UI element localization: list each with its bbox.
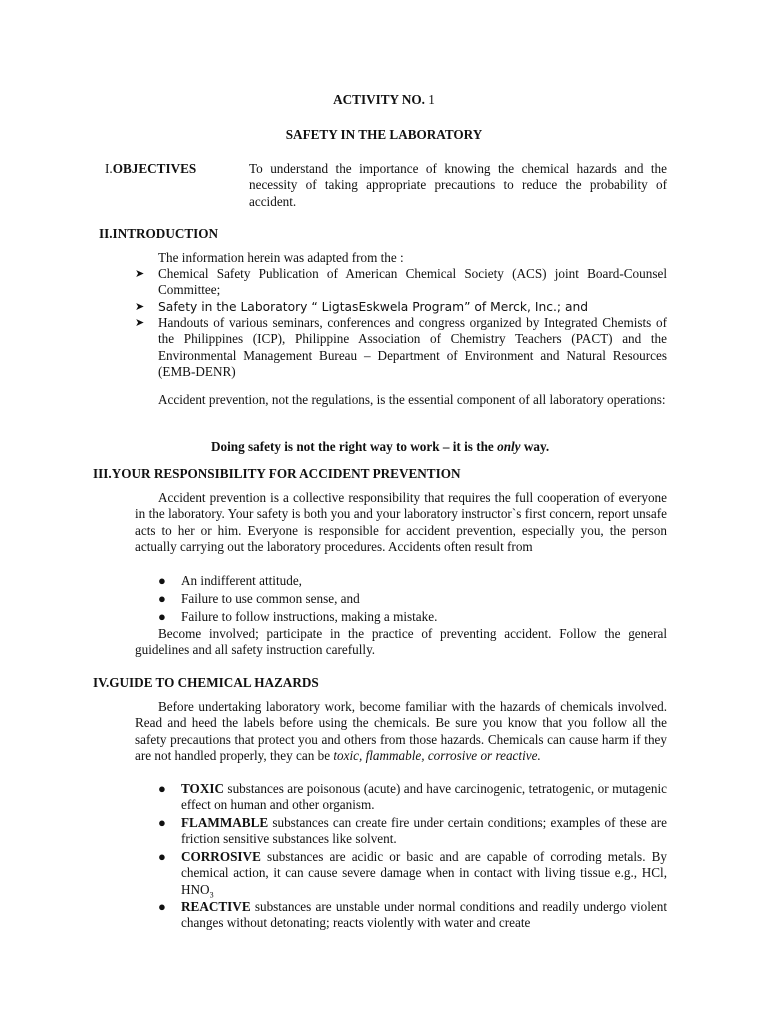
introduction-heading: II.INTRODUCTION <box>99 226 219 241</box>
introduction-lead: The information herein was adapted from the : <box>158 250 404 265</box>
objectives-heading-text: OBJECTIVES <box>112 161 197 176</box>
objectives-heading <box>105 161 196 177</box>
bullet-icon: ● <box>158 573 166 588</box>
introduction-paragraph: Accident prevention, not the regulations, is the essential component of all laboratory operations: <box>158 392 666 407</box>
responsibility-bullet <box>158 609 667 625</box>
intro-list-item-text: Chemical Safety Publication of American Chemical Society (ACS) joint Board-Counsel Committee; <box>158 266 667 298</box>
bullet-icon: ● <box>158 849 166 864</box>
bullet-icon: ● <box>158 591 166 606</box>
intro-list-item-text: Safety in the Laboratory “ LigtasEskwela Program” of Merck, Inc.; and <box>158 300 589 314</box>
safety-motto-text: Doing safety is not the right way to work – it is the <box>211 439 498 454</box>
hazard-description: substances are unstable under normal conditions and readily undergo violent changes without detonating; reacts violently with water and create <box>181 899 667 931</box>
objectives-number: I. <box>105 161 113 176</box>
intro-list-item <box>135 315 667 381</box>
responsibility-bullet-text: Failure to use common sense, and <box>181 591 360 606</box>
safety-motto-text-end: way. <box>520 439 550 454</box>
bullet-icon: ● <box>158 609 166 624</box>
responsibility-bullet <box>158 573 667 589</box>
bullet-icon: ● <box>158 899 166 914</box>
document-subtitle: SAFETY IN THE LABORATORY <box>285 127 483 142</box>
safety-motto <box>211 439 549 455</box>
hazard-subscript: 3 <box>209 890 214 900</box>
hazards-heading: IV.GUIDE TO CHEMICAL HAZARDS <box>93 675 319 690</box>
arrow-bullet-icon: ➤ <box>135 267 145 280</box>
activity-number: 1 <box>428 92 435 107</box>
hazard-bullet <box>158 781 667 814</box>
hazard-term: TOXIC <box>181 781 224 796</box>
responsibility-heading: III.YOUR RESPONSIBILITY FOR ACCIDENT PREVENTION <box>93 466 461 481</box>
bullet-icon: ● <box>158 815 166 830</box>
hazard-term: CORROSIVE <box>181 849 261 864</box>
activity-title <box>0 92 768 108</box>
responsibility-paragraph: Accident prevention is a collective responsibility that requires the full cooperation of everyone in the laboratory. Your safety is both you and your laboratory instructor`s first concern, report unsafe acts to her or him. Everyone is responsible for accident prevention, especially you, the person actually carrying out the laboratory procedures. Accidents often result from <box>135 490 667 555</box>
hazard-description: substances are acidic or basic and are capable of corroding metals. By chemical action, it can cause severe damage when in contact with living tissue e.g., HCl, HNO <box>181 849 667 897</box>
bullet-icon: ● <box>158 781 166 796</box>
hazard-description: substances can create fire under certain conditions; examples of these are friction sensitive substances like solvent. <box>181 815 667 847</box>
hazard-bullet <box>158 815 667 848</box>
hazard-term: FLAMMABLE <box>181 815 269 830</box>
hazard-bullet <box>158 899 667 932</box>
responsibility-closing: Become involved; participate in the practice of preventing accident. Follow the general guidelines and all safety instruction carefully. <box>135 626 667 658</box>
hazard-description: substances are poisonous (acute) and have carcinogenic, tetratogenic, or mutagenic effect on human and other organism. <box>181 781 667 813</box>
responsibility-bullet <box>158 591 667 607</box>
hazards-paragraph-text: Before undertaking laboratory work, become familiar with the hazards of chemicals involved. Read and heed the labels before using the chemicals. Be sure you know that you follow all the safety precautions that protect you and others from those hazards. Chemicals can cause harm if they are not handled properly, they can be <box>135 699 667 764</box>
hazards-paragraph-italic: toxic, flammable, corrosive or reactive. <box>333 748 541 764</box>
arrow-bullet-icon: ➤ <box>135 316 145 329</box>
activity-title-text: ACTIVITY NO. <box>333 92 429 107</box>
objectives-text: To understand the importance of knowing the chemical hazards and the necessity of taking appropriate precautions to reduce the probability of accident. <box>249 161 667 209</box>
intro-list-item <box>135 266 667 299</box>
arrow-bullet-icon: ➤ <box>135 300 145 313</box>
hazard-term: REACTIVE <box>181 899 251 914</box>
intro-list-item <box>135 299 667 315</box>
responsibility-bullet-text: An indifferent attitude, <box>181 573 302 588</box>
hazard-bullet <box>158 849 667 904</box>
intro-list-item-text: Handouts of various seminars, conferences and congress organized by Integrated Chemists of the Philippines (ICP), Philippine Association of Chemistry Teachers (PACT) and the Environmental Management Bureau – Department of Environment and Natural Resources (EMB-DENR) <box>158 315 667 380</box>
responsibility-bullet-text: Failure to follow instructions, making a mistake. <box>181 609 438 624</box>
hazards-paragraph <box>135 699 667 765</box>
safety-motto-emphasis: only <box>497 439 521 454</box>
